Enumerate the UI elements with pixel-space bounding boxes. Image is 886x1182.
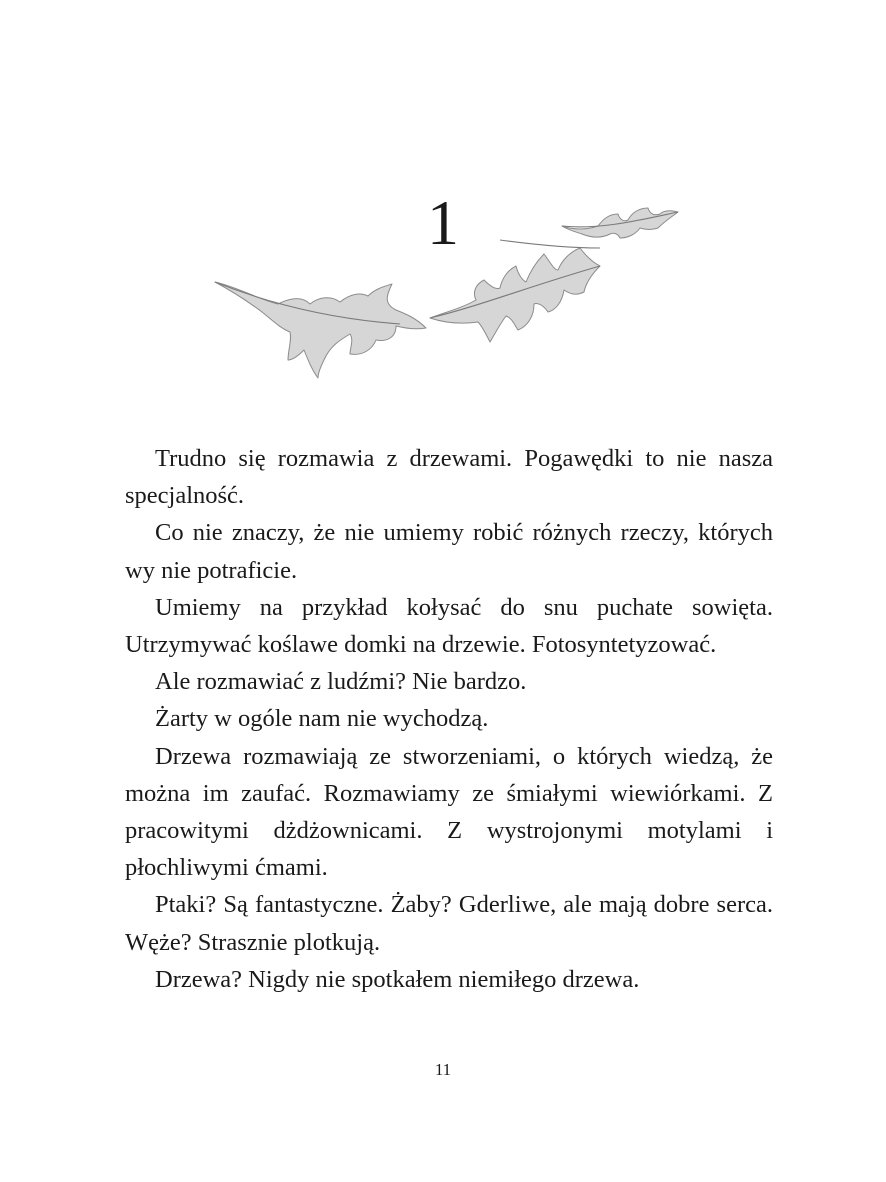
paragraph: Co nie znaczy, że nie umiemy robić różnych rzeczy, których wy nie potraficie. [125,519,773,584]
paragraph: Trudno się rozmawia z drzewami. Pogawędki to nie nasza specjalność. [125,445,773,510]
page-number: 11 [434,1060,452,1079]
paragraph: Ale rozmawiać z ludźmi? Nie bardzo. [155,668,527,696]
paragraph: Ptaki? Są fantastyczne. Żaby? Gderliwe, ale mają dobre serca. Węże? Strasznie plotkują. [125,891,773,956]
paragraph: Żarty w ogóle nam nie wychodzą. [155,705,489,733]
chapter-text [125,440,773,998]
paragraph: Umiemy na przykład kołysać do snu puchate sowięta. Utrzymywać koślawe domki na drzewie. Fotosyntetyzować. [125,593,773,659]
oak-leaf-left-icon [215,282,426,378]
paragraph: Drzewa rozmawiają ze stworzeniami, o których wiedzą, że można im zaufać. Rozmawiamy ze śmiałymi wiewiórkami. Z pracowitymi dżdżownicami. Z wystrojonymi motylami i płochliwymi ćmami. [125,742,773,882]
oak-leaves-illustration [200,200,700,390]
paragraph: Drzewa? Nigdy nie spotkałem niemiłego drzewa. [155,965,640,993]
chapter-number: 1 [427,187,459,258]
oak-leaf-middle-icon [430,248,600,342]
